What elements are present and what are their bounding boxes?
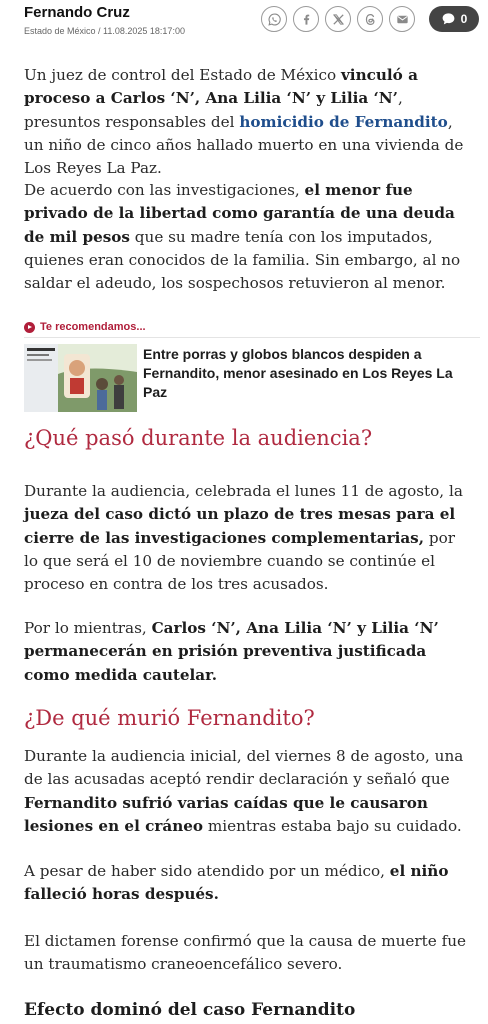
- threads-icon: [363, 12, 378, 27]
- comment-bubble-icon: [441, 12, 456, 26]
- paragraph-3: [24, 480, 468, 596]
- email-icon: [395, 12, 410, 27]
- x-icon: [331, 12, 346, 27]
- recommend-thumbnail-image: [24, 344, 137, 412]
- article-header: [0, 0, 488, 46]
- whatsapp-icon: [267, 12, 282, 27]
- bold-span: jueza del caso dictó un plazo de tres mesas para el cierre de las investigaciones complementarias,: [24, 505, 456, 547]
- text-span: Durante la audiencia, celebrada el lunes 11 de agosto, la: [24, 482, 463, 500]
- text-span: De acuerdo con las investigaciones,: [24, 181, 305, 199]
- homicide-link[interactable]: homicidio de Fernandito: [239, 112, 448, 131]
- paragraph-2: [24, 179, 468, 295]
- text-span: A pesar de haber sido atendido por un médico,: [24, 862, 390, 880]
- divider: [24, 337, 480, 338]
- text-span: Un juez de control del Estado de México: [24, 66, 341, 84]
- comments-button[interactable]: [429, 6, 479, 32]
- paragraph-1: [24, 64, 468, 180]
- share-email-button[interactable]: [389, 6, 415, 32]
- recommend-label-text: Te recomendamos...: [40, 321, 146, 333]
- share-facebook-button[interactable]: [293, 6, 319, 32]
- section-heading-audiencia: ¿Qué pasó durante la audiencia?: [24, 426, 373, 450]
- bold-span: Carlos ‘N’, Ana Lilia ‘N’ y Lilia ‘N’ permanecerán en prisión preventiva justificada como medida cautelar.: [24, 619, 439, 684]
- bold-span: el niño falleció horas después.: [24, 862, 449, 904]
- bold-span: Fernandito sufrió varias caídas que le causaron lesiones en el cráneo: [24, 793, 428, 835]
- text-span: Durante la audiencia inicial, del viernes 8 de agosto, una de las acusadas aceptó rendir declaración y señaló que: [24, 747, 464, 789]
- comment-count: 0: [460, 12, 468, 26]
- text-span: por lo que será el 10 de noviembre cuando se continúe el proceso en contra de los tres acusados.: [24, 528, 455, 594]
- share-threads-button[interactable]: [357, 6, 383, 32]
- play-circle-icon: [24, 322, 35, 333]
- paragraph-6: [24, 860, 468, 907]
- article-meta: Estado de México / 11.08.2025 18:17:00: [24, 26, 185, 36]
- text-span: , presuntos responsables del: [24, 89, 403, 131]
- share-whatsapp-button[interactable]: [261, 6, 287, 32]
- share-x-button[interactable]: [325, 6, 351, 32]
- bold-span: el menor fue privado de la libertad como garantía de una deuda de mil pesos: [24, 181, 455, 246]
- bold-span: vinculó a proceso a Carlos ‘N’, Ana Lilia ‘N’ y Lilia ‘N’: [24, 66, 418, 108]
- author-name[interactable]: Fernando Cruz: [24, 4, 130, 21]
- text-span: mientras estaba bajo su cuidado.: [203, 816, 462, 835]
- section-heading-murio: ¿De qué murió Fernandito?: [24, 706, 315, 730]
- paragraph-4: [24, 617, 468, 687]
- paragraph-7: El dictamen forense confirmó que la causa de muerte fue un traumatismo craneoencefálico severo.: [24, 932, 466, 974]
- text-span: Por lo mientras,: [24, 619, 152, 637]
- paragraph-5: [24, 745, 468, 838]
- recommend-label: [24, 321, 146, 333]
- subheading-efecto-domino: Efecto dominó del caso Fernandito: [24, 1000, 356, 1020]
- text-span: , un niño de cinco años hallado muerto en una vivienda de Los Reyes La Paz.: [24, 112, 464, 178]
- facebook-icon: [299, 12, 314, 27]
- recommend-thumbnail[interactable]: [24, 344, 137, 412]
- text-span: que su madre tenía con los imputados, quienes eran conocidos de la familia. Sin embargo, al no saldar el adeudo, los sospechosos retuvieron al menor.: [24, 227, 461, 293]
- recommend-title-link[interactable]: Entre porras y globos blancos despiden a Fernandito, menor asesinado en Los Reyes La Paz: [143, 346, 453, 400]
